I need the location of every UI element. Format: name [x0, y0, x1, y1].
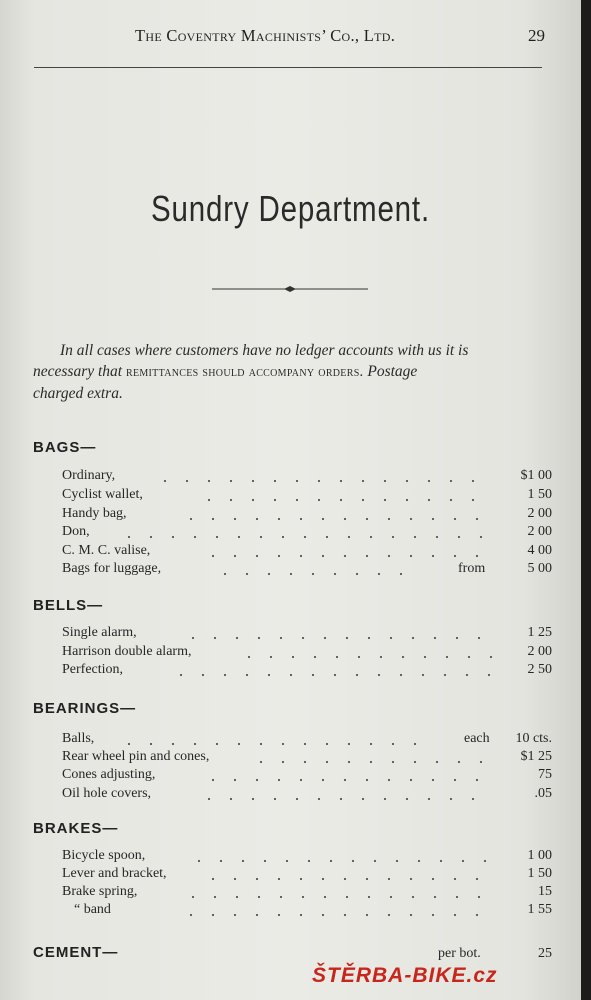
- dot-leader: [202, 866, 492, 884]
- item-label: Cyclist wallet,: [62, 487, 143, 502]
- dot-leader: [250, 749, 492, 767]
- dot-leader: [154, 468, 492, 486]
- dot-leader: [118, 524, 492, 542]
- intro-paragraph: [33, 340, 552, 404]
- section-heading-brakes: BRAKES—: [33, 820, 119, 837]
- dot-leader: [188, 848, 492, 866]
- item-price: 10 cts.: [515, 731, 552, 746]
- dot-leader: [180, 902, 492, 920]
- dot-leader: [214, 561, 412, 579]
- list-item: [62, 866, 552, 886]
- item-label: Cones adjusting,: [62, 767, 156, 782]
- item-label: “ band: [74, 902, 111, 917]
- intro-line-1: In all cases where customers have no ledger accounts with us it is: [60, 342, 469, 359]
- list-item: [62, 561, 552, 581]
- list-item: [62, 902, 552, 922]
- department-title: Sundry Department.: [151, 188, 430, 229]
- item-price: 1 50: [527, 866, 552, 881]
- item-price: 1 50: [527, 487, 552, 502]
- watermark-logo: [312, 964, 498, 988]
- section-heading-bells: BELLS—: [33, 597, 104, 614]
- item-label: Balls,: [62, 731, 95, 746]
- item-label: Rear wheel pin and cones,: [62, 749, 210, 764]
- list-item: [62, 625, 552, 645]
- list-item: [62, 644, 552, 664]
- dot-leader: [182, 625, 492, 643]
- item-price: 75: [538, 767, 552, 782]
- intro-remittance-notice: remittances should accompany orders.: [125, 364, 364, 380]
- item-label: Bags for luggage,: [62, 561, 162, 576]
- list-item: [62, 884, 552, 904]
- item-label: Don,: [62, 524, 90, 539]
- item-price: 2 50: [527, 662, 552, 677]
- dot-leader: [180, 506, 492, 524]
- item-price: 15: [538, 884, 552, 899]
- item-label: Oil hole covers,: [62, 786, 152, 801]
- item-price: $1 25: [520, 749, 552, 764]
- item-unit: each: [464, 731, 490, 746]
- intro-line-2-start: necessary that: [33, 363, 123, 380]
- item-price: .05: [534, 786, 552, 801]
- list-item: [62, 848, 552, 868]
- list-item: [62, 946, 552, 966]
- list-item: [62, 468, 552, 488]
- item-unit: from: [458, 561, 486, 576]
- intro-line-3: charged extra.: [33, 385, 123, 402]
- dot-leader: [182, 884, 492, 902]
- dot-leader: [202, 543, 492, 561]
- item-price: 2 00: [527, 506, 552, 521]
- item-price: 2 00: [527, 524, 552, 539]
- section-heading-bags: BAGS—: [33, 439, 97, 456]
- item-label: Perfection,: [62, 662, 124, 677]
- item-label: Harrison double alarm,: [62, 644, 192, 659]
- item-price: 2 00: [527, 644, 552, 659]
- item-label: Lever and bracket,: [62, 866, 167, 881]
- dot-leader: [198, 786, 492, 804]
- list-item: [62, 749, 552, 769]
- item-label: Ordinary,: [62, 468, 116, 483]
- ornament-divider: [212, 284, 368, 294]
- list-item: [62, 524, 552, 544]
- section-heading-cement: CEMENT—: [33, 944, 119, 961]
- item-price: $1 00: [520, 468, 552, 483]
- page-header: [0, 26, 581, 48]
- dot-leader: [238, 644, 492, 662]
- item-label: Handy bag,: [62, 506, 127, 521]
- item-price: 1 55: [527, 902, 552, 917]
- item-price: 25: [538, 946, 552, 961]
- item-price: 1 00: [527, 848, 552, 863]
- dot-leader: [202, 767, 492, 785]
- running-title: The Coventry Machinists’ Co., Ltd.: [135, 26, 396, 45]
- watermark-suffix: -BIKE.cz: [404, 964, 498, 987]
- watermark-main: ŠTĚRBA: [312, 964, 405, 987]
- item-label: Bicycle spoon,: [62, 848, 146, 863]
- list-item: [62, 543, 552, 563]
- dot-leader: [118, 731, 432, 749]
- item-label: C. M. C. valise,: [62, 543, 151, 558]
- item-price: 4 00: [527, 543, 552, 558]
- item-price: 5 00: [527, 561, 552, 576]
- list-item: [62, 662, 552, 682]
- list-item: [62, 767, 552, 787]
- section-heading-bearings: BEARINGS—: [33, 700, 137, 717]
- dot-leader: [198, 487, 492, 505]
- item-price: 1 25: [527, 625, 552, 640]
- list-item: [62, 487, 552, 507]
- header-rule: [34, 67, 542, 68]
- intro-line-2-end: Postage: [367, 363, 418, 380]
- item-label: Brake spring,: [62, 884, 138, 899]
- list-item: [62, 506, 552, 526]
- item-unit: per bot.: [438, 946, 481, 961]
- list-item: [62, 731, 552, 751]
- item-label: Single alarm,: [62, 625, 137, 640]
- page-number: 29: [528, 26, 545, 45]
- dot-leader: [170, 662, 492, 680]
- intro-line-2: [33, 361, 552, 383]
- list-item: [62, 786, 552, 806]
